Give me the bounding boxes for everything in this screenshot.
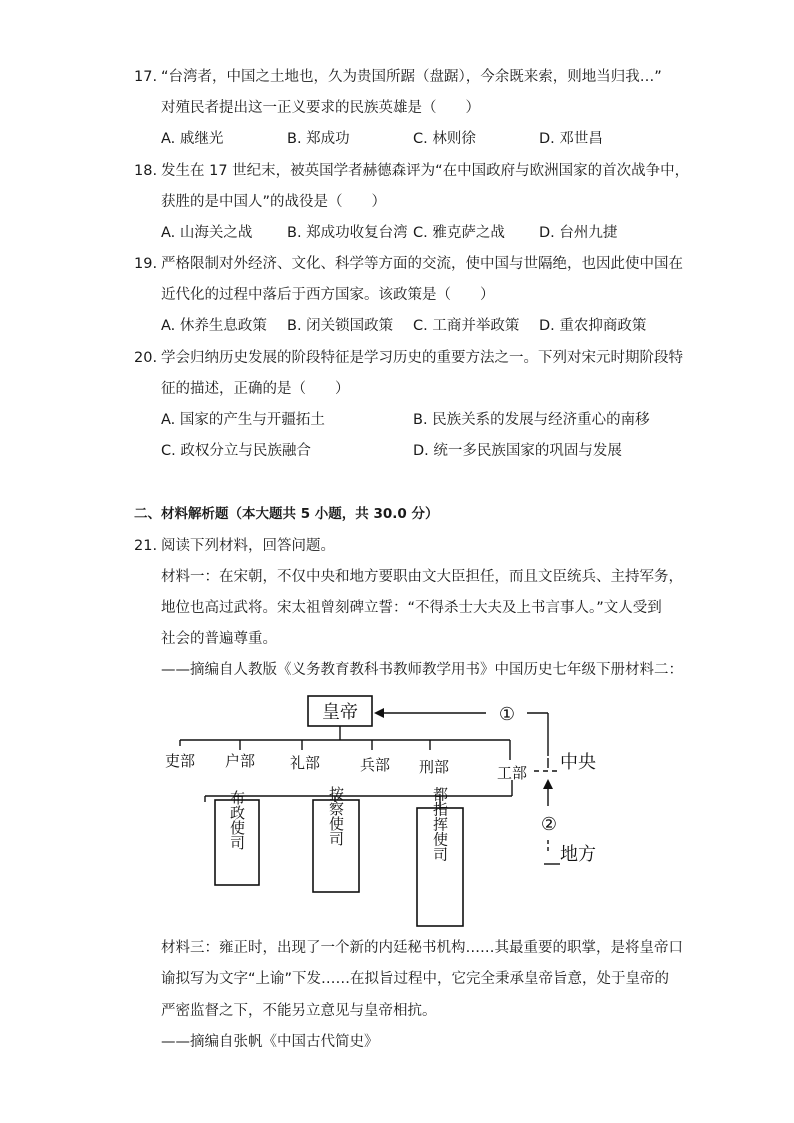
material1-line3: 社会的普遍尊重。 bbox=[161, 631, 277, 647]
material1-line2: 地位也高过武将。宋太祖曾刻碑立誓：“不得杀士大夫及上书言事人。”文人受到 bbox=[161, 600, 662, 616]
q18-number: 18. bbox=[134, 163, 158, 179]
local-administration: 布政使司 bbox=[228, 790, 246, 850]
emperor-label: 皇帝 bbox=[322, 702, 358, 723]
arrow-to-emperor-icon bbox=[374, 708, 384, 718]
local-label: 地方 bbox=[560, 844, 596, 865]
q19-option-c: C. 工商并举政策 bbox=[413, 318, 520, 334]
marker-2: ② bbox=[540, 814, 558, 835]
q18-option-a: A. 山海关之战 bbox=[161, 225, 253, 241]
q19-number: 19. bbox=[134, 256, 158, 272]
ministry-revenue: 户部 bbox=[224, 752, 256, 770]
local-military: 都指挥使司 bbox=[431, 786, 449, 862]
ministry-rites: 礼部 bbox=[289, 754, 321, 772]
q19-stem-line1: 严格限制对外经济、文化、科学等方面的交流，使中国与世隔绝，也因此使中国在 bbox=[161, 256, 683, 272]
material1-line1: 材料一：在宋朝，不仅中央和地方要职由文大臣担任，而且文臣统兵、主持军务， bbox=[161, 569, 683, 585]
material3-line3: 严密监督之下，不能另立意见与皇帝相抗。 bbox=[161, 1003, 437, 1019]
central-label: 中央 bbox=[560, 752, 596, 773]
marker-1: ① bbox=[498, 704, 516, 725]
local-surveillance: 按察使司 bbox=[327, 786, 345, 846]
q20-stem-line1: 学会归纳历史发展的阶段特征是学习历史的重要方法之一。下列对宋元时期阶段特 bbox=[161, 350, 683, 366]
q19-option-d: D. 重农抑商政策 bbox=[539, 318, 647, 334]
q18-stem-line1: 发生在 17 世纪末，被英国学者赫德森评为“在中国政府与欧洲国家的首次战争中， bbox=[161, 163, 690, 179]
q18-option-b: B. 郑成功收复台湾 bbox=[287, 225, 408, 241]
q17-option-c: C. 林则徐 bbox=[413, 131, 476, 147]
q20-stem-line2: 征的描述，正确的是（ ） bbox=[161, 381, 350, 397]
material3-line2: 谕拟写为文字“上谕”下发……在拟旨过程中，它完全秉承皇帝旨意，处于皇帝的 bbox=[161, 971, 670, 987]
arrow-up-icon bbox=[543, 779, 553, 789]
material3-line1: 材料三：雍正时，出现了一个新的内廷秘书机构……其最重要的职掌，是将皇帝口 bbox=[161, 940, 683, 956]
q17-option-b: B. 郑成功 bbox=[287, 131, 350, 147]
ministry-works: 工部 bbox=[496, 764, 528, 782]
q17-number: 17. bbox=[134, 69, 158, 85]
section2-title: 二、材料解析题（本大题共 5 小题，共 30.0 分） bbox=[134, 506, 439, 522]
q18-stem-line2: 获胜的是中国人”的战役是（ ） bbox=[161, 194, 387, 210]
ministry-personnel: 吏部 bbox=[164, 752, 196, 770]
q21-number: 21. bbox=[134, 538, 158, 554]
q17-option-d: D. 邓世昌 bbox=[539, 131, 603, 147]
q20-option-c: C. 政权分立与民族融合 bbox=[161, 443, 311, 459]
material1-source: ——摘编自人教版《义务教育教科书教师教学用书》中国历史七年级下册材料二： bbox=[161, 662, 683, 678]
ministry-war: 兵部 bbox=[359, 756, 391, 774]
q19-stem-line2: 近代化的过程中落后于西方国家。该政策是（ ） bbox=[161, 287, 495, 303]
q20-number: 20. bbox=[134, 350, 158, 366]
q17-stem-line1: “台湾者，中国之土地也，久为贵国所踞（盘踞），今余既来索，则地当归我…” bbox=[161, 69, 662, 85]
q18-option-d: D. 台州九捷 bbox=[539, 225, 618, 241]
q20-option-a: A. 国家的产生与开疆拓土 bbox=[161, 412, 325, 428]
q17-option-a: A. 戚继光 bbox=[161, 131, 224, 147]
q19-option-a: A. 休养生息政策 bbox=[161, 318, 267, 334]
ministry-justice: 刑部 bbox=[418, 758, 450, 776]
material3-source: ——摘编自张帆《中国古代简史》 bbox=[161, 1034, 379, 1050]
q18-option-c: C. 雅克萨之战 bbox=[413, 225, 505, 241]
q20-option-b: B. 民族关系的发展与经济重心的南移 bbox=[413, 412, 650, 428]
q20-option-d: D. 统一多民族国家的巩固与发展 bbox=[413, 443, 622, 459]
q19-option-b: B. 闭关锁国政策 bbox=[287, 318, 394, 334]
government-structure-diagram bbox=[150, 688, 600, 933]
q21-intro: 阅读下列材料，回答问题。 bbox=[161, 538, 335, 554]
q17-stem-line2: 对殖民者提出这一正义要求的民族英雄是（ ） bbox=[161, 100, 480, 116]
